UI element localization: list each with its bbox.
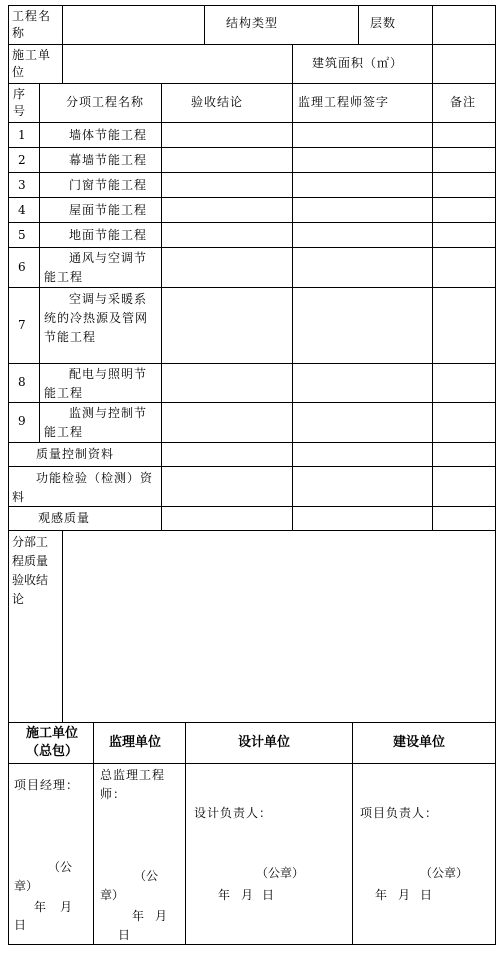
row-item-name: 墙体节能工程 [69, 128, 148, 142]
border-left [8, 5, 9, 945]
row-divider [8, 122, 496, 123]
seal-label: （公章） [420, 866, 469, 880]
project-name-label: 工程名称 [12, 9, 52, 40]
row-divider [8, 172, 496, 173]
building-area-label: 建筑面积（㎡） [312, 56, 404, 70]
row-divider [8, 442, 496, 443]
row-item-name: 地面节能工程 [69, 228, 148, 242]
col-header-supervisor-sign: 监理工程师签字 [298, 95, 390, 109]
row-divider [8, 722, 496, 723]
project-manager-label: 项目经理： [14, 778, 80, 792]
date-month: 月 [60, 900, 73, 914]
row-no: 8 [18, 375, 26, 389]
date-year: 年 [34, 900, 47, 914]
date-day: 日 [262, 888, 275, 902]
col-divider [204, 5, 205, 45]
row-item-name: 空调与采暖系统的冷热源及管网节能工程 [44, 292, 149, 344]
supervision-unit-header: 监理单位 [109, 735, 162, 750]
row-item-name: 门窗节能工程 [69, 178, 148, 192]
row-no: 2 [18, 153, 26, 167]
row-item-name: 屋面节能工程 [69, 203, 148, 217]
date-year: 年 [375, 888, 388, 902]
col-divider [39, 83, 40, 443]
date-day: 日 [14, 918, 27, 932]
function-test-label: 功能检验（检测）资料 [12, 471, 154, 504]
col-divider [292, 83, 293, 531]
row-divider [8, 763, 496, 764]
floors-label: 层数 [370, 16, 397, 30]
design-unit-header: 设计单位 [238, 735, 291, 750]
date-month: 月 [155, 909, 168, 923]
appearance-label: 观感质量 [38, 511, 91, 525]
row-divider [8, 247, 496, 248]
row-divider [8, 197, 496, 198]
date-month: 月 [398, 888, 411, 902]
date-day: 日 [420, 888, 433, 902]
row-no: 1 [18, 128, 26, 142]
row-divider [8, 222, 496, 223]
date-month: 月 [241, 888, 254, 902]
seal-label: （公章） [100, 869, 159, 902]
col-divider [161, 83, 162, 531]
col-header-remarks: 备注 [450, 95, 477, 109]
chief-supervisor-label: 总监理工程师： [100, 768, 166, 801]
row-item-name: 幕墙节能工程 [69, 153, 148, 167]
col-header-item-name: 分项工程名称 [66, 95, 145, 109]
date-year: 年 [218, 888, 231, 902]
date-year: 年 [132, 909, 145, 923]
col-divider [358, 5, 359, 45]
design-lead-label: 设计负责人： [194, 806, 273, 820]
col-header-no: 序号 [13, 87, 26, 118]
col-divider [62, 530, 63, 723]
row-divider [8, 44, 496, 45]
owner-unit-header: 建设单位 [393, 735, 446, 750]
conclusion-label: 分部工程质量验收结论 [12, 535, 49, 606]
col-divider [62, 5, 63, 84]
row-no: 7 [18, 318, 26, 332]
row-item-name: 通风与空调节能工程 [44, 251, 148, 284]
construction-unit-header: 施工单位（总包） [25, 726, 78, 759]
col-divider [93, 722, 94, 945]
row-divider [8, 83, 496, 84]
border-right [495, 5, 496, 945]
col-header-conclusion: 验收结论 [191, 95, 244, 109]
date-day: 日 [118, 928, 131, 942]
row-no: 5 [18, 228, 26, 242]
row-no: 9 [18, 414, 26, 428]
row-no: 6 [18, 260, 26, 274]
owner-lead-label: 项目负责人： [360, 806, 439, 820]
seal-label: （公章） [256, 866, 305, 880]
row-item-name: 配电与照明节能工程 [44, 367, 148, 400]
row-divider [8, 287, 496, 288]
row-divider [8, 466, 496, 467]
structure-type-label: 结构类型 [226, 16, 279, 30]
col-divider [432, 44, 433, 84]
row-no: 3 [18, 178, 26, 192]
row-divider [8, 530, 496, 531]
col-divider [432, 83, 433, 531]
row-divider [8, 363, 496, 364]
seal-label: （公章） [14, 860, 73, 893]
col-divider [185, 722, 186, 945]
border-bottom [8, 944, 496, 945]
col-divider [292, 44, 293, 84]
quality-docs-label: 质量控制资料 [36, 447, 115, 461]
row-divider [8, 147, 496, 148]
row-item-name: 监测与控制节能工程 [44, 406, 148, 439]
row-no: 4 [18, 203, 26, 217]
construction-unit-label: 施工单位 [12, 48, 52, 79]
col-divider [432, 5, 433, 45]
col-divider [352, 722, 353, 945]
border-top [8, 5, 496, 6]
